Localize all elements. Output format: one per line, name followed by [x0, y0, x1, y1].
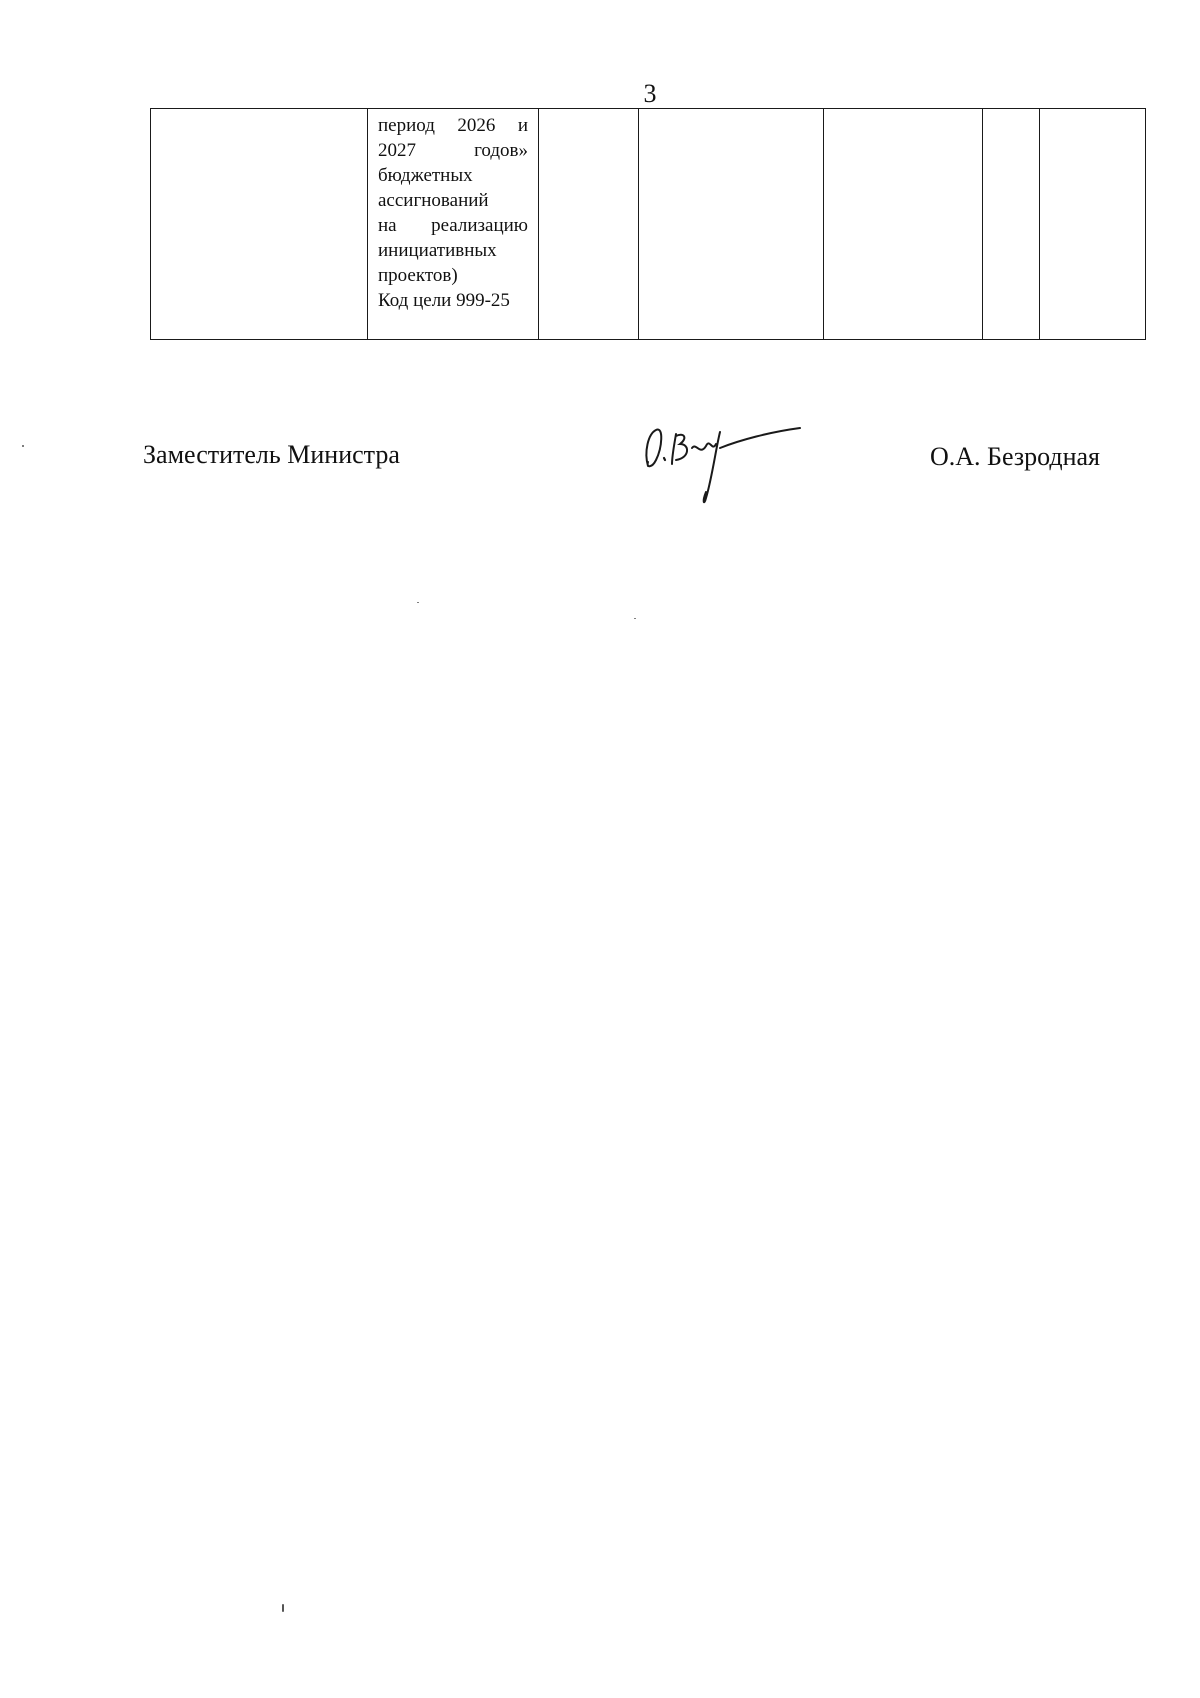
table-cell-empty-4	[639, 109, 824, 340]
table-cell-description	[368, 109, 539, 340]
cell-text-line: период 2026 и	[378, 115, 528, 136]
cell-text-line: ассигнований	[378, 190, 489, 211]
table-cell-empty-6	[983, 109, 1040, 340]
position-title: Заместитель Министра	[143, 440, 400, 469]
scan-speck	[282, 1604, 284, 1612]
cell-text-line: на реализацию	[378, 215, 528, 236]
page-number: 3	[643, 79, 657, 108]
continuation-table	[150, 108, 1146, 340]
scan-speck	[417, 602, 419, 603]
cell-text-line: проектов)	[378, 265, 458, 286]
signatory-name: О.А. Безродная	[930, 442, 1101, 471]
scan-speck	[22, 445, 24, 447]
scan-speck	[634, 618, 636, 619]
signature-block	[0, 418, 1200, 518]
cell-text-line: Код цели 999-25	[378, 290, 510, 311]
handwritten-signature	[640, 418, 820, 518]
cell-text-line: 2027 годов»	[378, 140, 528, 161]
cell-text-line: бюджетных	[378, 165, 473, 186]
table-row	[151, 109, 1146, 340]
table-cell-empty-3	[539, 109, 639, 340]
cell-text-line: инициативных	[378, 240, 497, 261]
table-cell-empty-7	[1040, 109, 1146, 340]
table-cell-empty-5	[824, 109, 983, 340]
table-cell-empty-1	[151, 109, 368, 340]
